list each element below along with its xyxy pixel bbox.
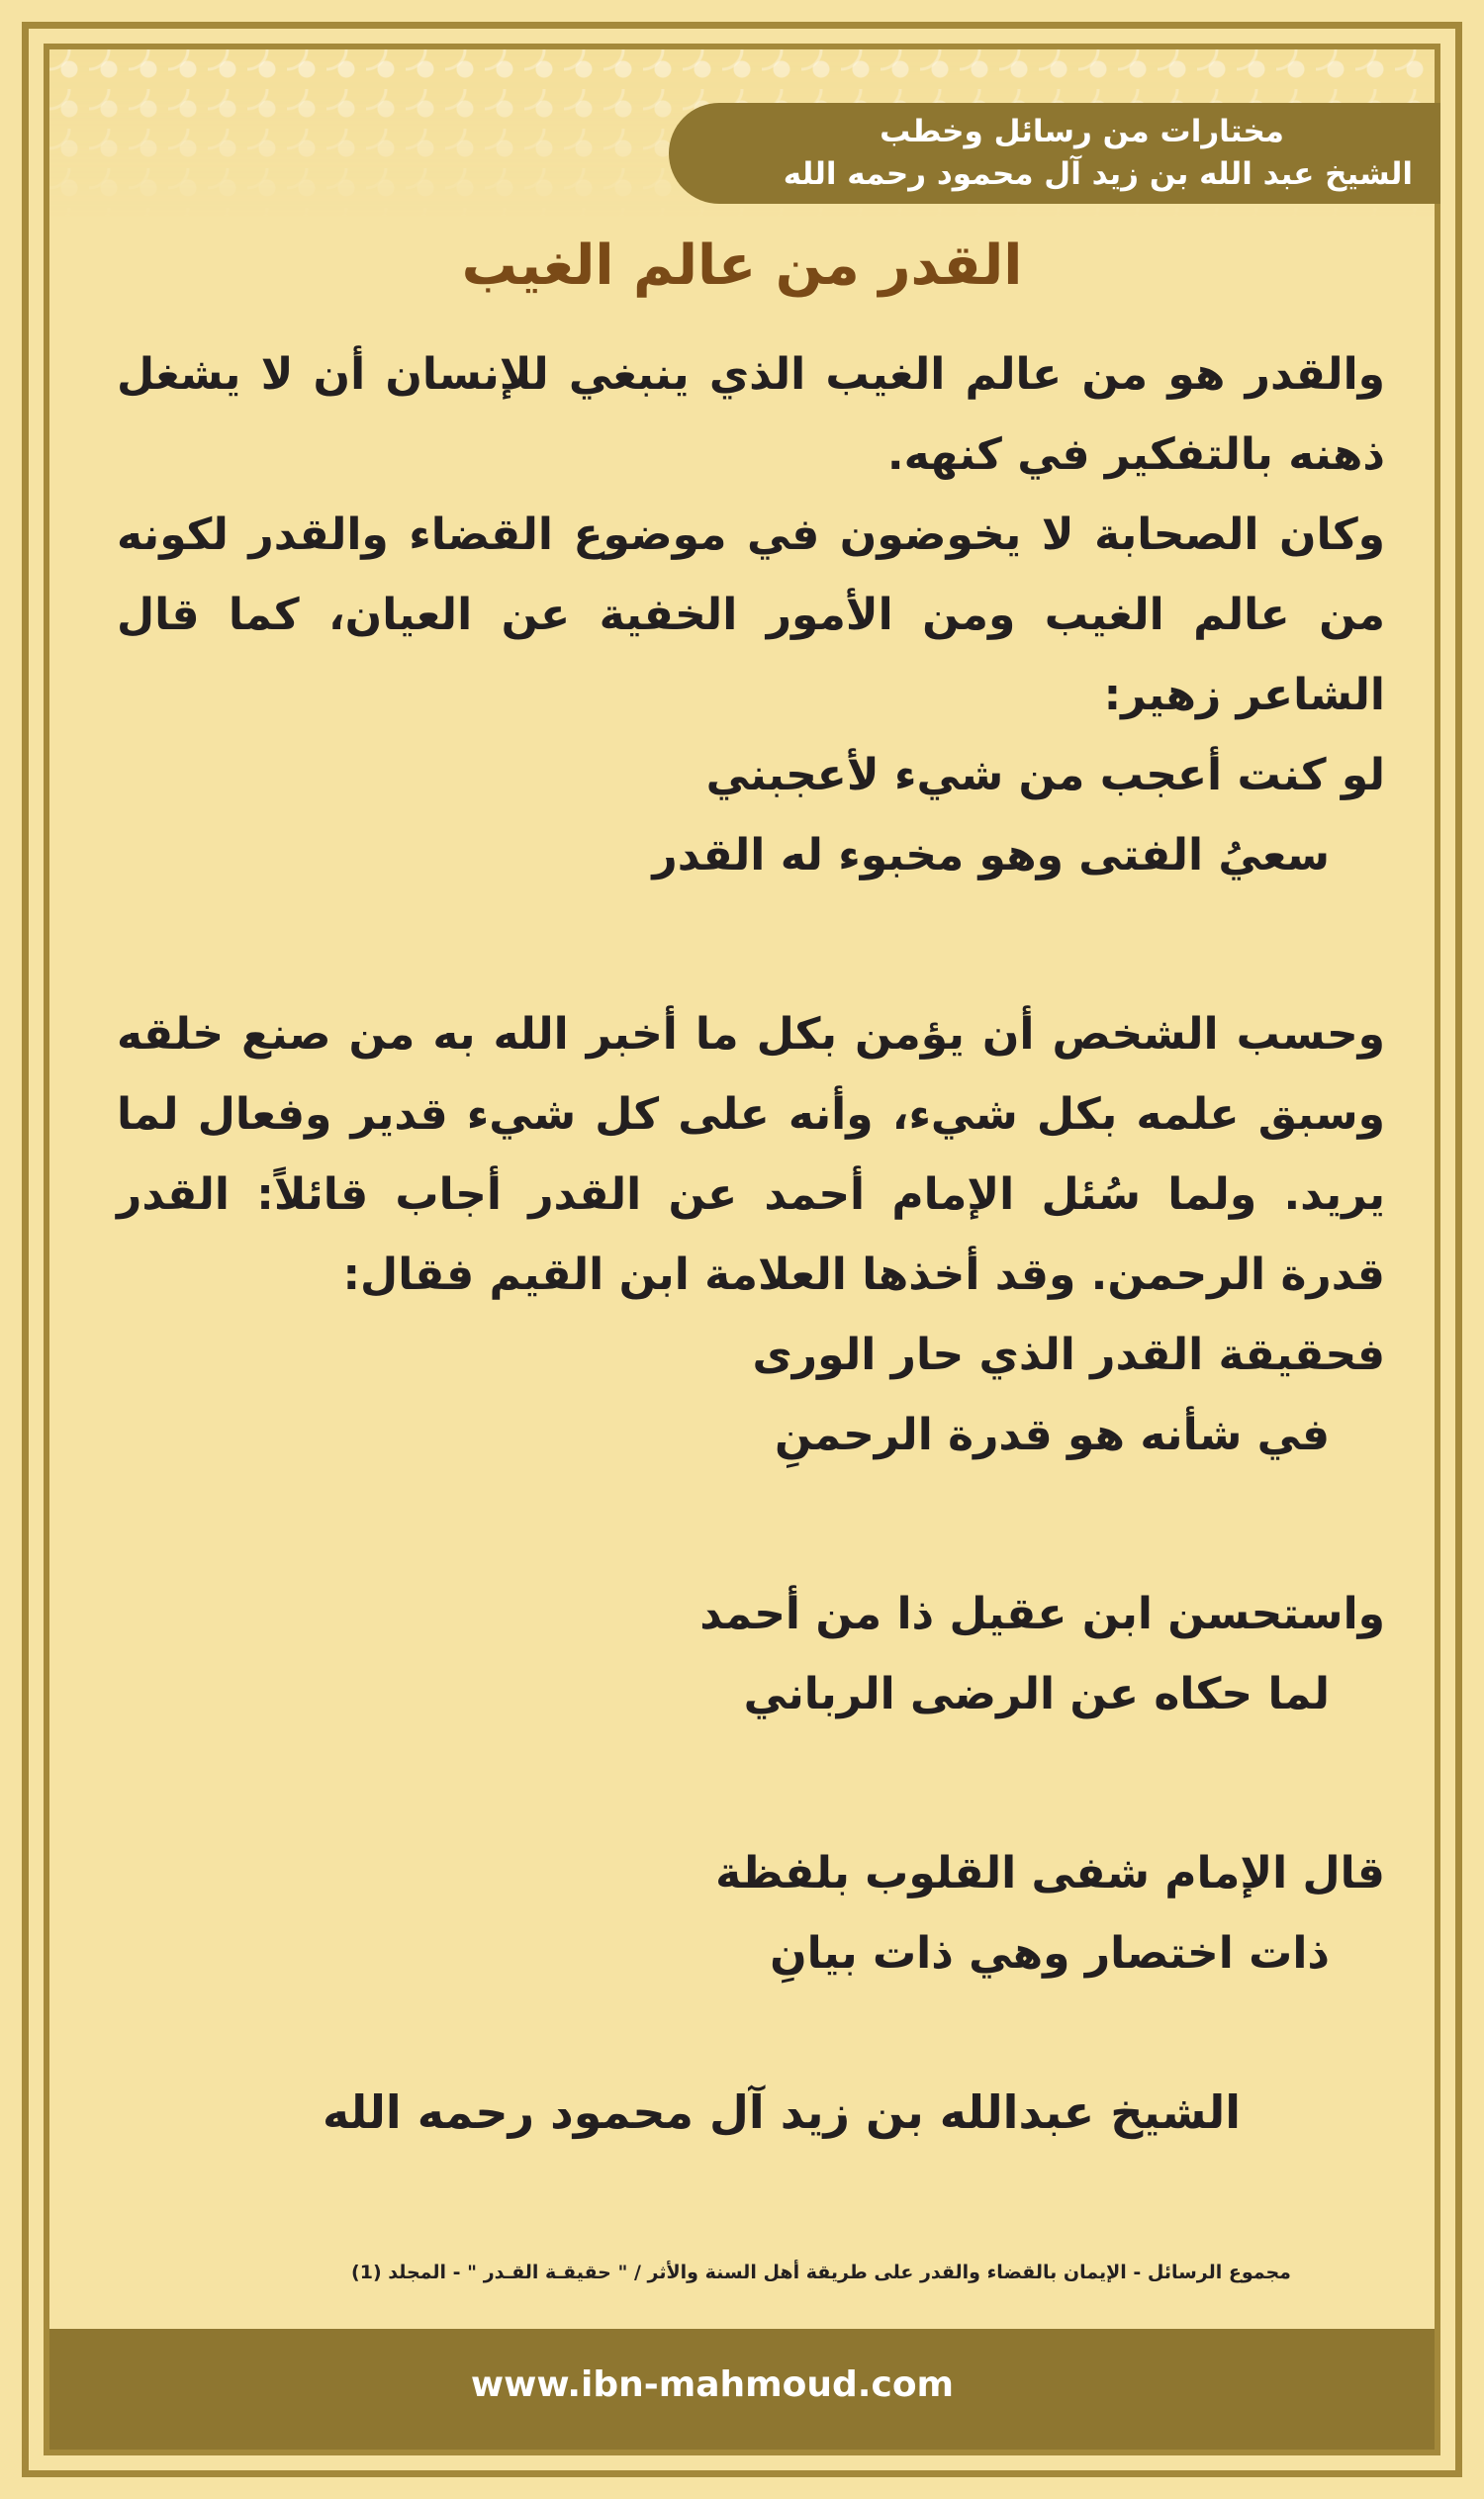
- header-series-title: مختارات من رسائل وخطب: [880, 114, 1284, 149]
- verse-3: [117, 1574, 1385, 1734]
- source-citation: مجموع الرسائل - الإيمان بالقضاء والقدر على طريقة أهل السنة والأثر / " حقيقـة القـدر " - المجلد (1): [351, 2262, 1291, 2283]
- spacer: [117, 1734, 1385, 1833]
- website-link[interactable]: www.ibn-mahmoud.com: [470, 2364, 955, 2405]
- verse-1-first-hemistich: لو كنت أعجب من شيء لأعجبني: [705, 750, 1385, 800]
- header-author: الشيخ عبد الله بن زيد آل محمود رحمه الله: [783, 156, 1413, 192]
- footer-band: [49, 2329, 1435, 2450]
- verse-1-second-hemistich: سعيُ الفتى وهو مخبوء له القدر: [652, 830, 1330, 880]
- page-title: القدر من عالم الغيب: [461, 233, 1023, 298]
- verse-2-second-hemistich: في شأنه هو قدرة الرحمنِ: [775, 1410, 1330, 1460]
- verse-4-first-hemistich: قال الإمام شفى القلوب بلفظة: [715, 1848, 1385, 1898]
- header-band: [669, 103, 1440, 204]
- verse-1: [117, 735, 1385, 895]
- spacer: [117, 1475, 1385, 1574]
- verse-4: [117, 1833, 1385, 1993]
- verse-4-second-hemistich: ذات اختصار وهي ذات بيانِ: [770, 1928, 1330, 1979]
- verse-2: [117, 1315, 1385, 1475]
- paragraph-2: وكان الصحابة لا يخوضون في موضوع القضاء والقدر لكونه من عالم الغيب ومن الأمور الخفية عن العيان، كما قال الشاعر زهير:: [117, 509, 1385, 720]
- verse-3-first-hemistich: واستحسن ابن عقيل ذا من أحمد: [699, 1589, 1385, 1639]
- spacer: [117, 895, 1385, 994]
- paragraph-3: وحسب الشخص أن يؤمن بكل ما أخبر الله به من صنع خلقه وسبق علمه بكل شيء، وأنه على كل شيء قدير وفعال لما يريد. ولما سُئل الإمام أحمد عن القدر أجاب قائلاً: القدر قدرة الرحمن. وقد أخذها العلامة ابن القيم فقال:: [117, 1009, 1385, 1300]
- verse-2-first-hemistich: فحقيقة القدر الذي حار الورى: [752, 1330, 1385, 1380]
- article-body: [117, 334, 1385, 1993]
- author-signature: الشيخ عبدالله بن زيد آل محمود رحمه الله: [322, 2085, 1242, 2139]
- verse-3-second-hemistich: لما حكاه عن الرضى الرباني: [743, 1669, 1330, 1719]
- paragraph-1: والقدر هو من عالم الغيب الذي ينبغي للإنسان أن لا يشغل ذهنه بالتفكير في كنهه.: [117, 349, 1385, 480]
